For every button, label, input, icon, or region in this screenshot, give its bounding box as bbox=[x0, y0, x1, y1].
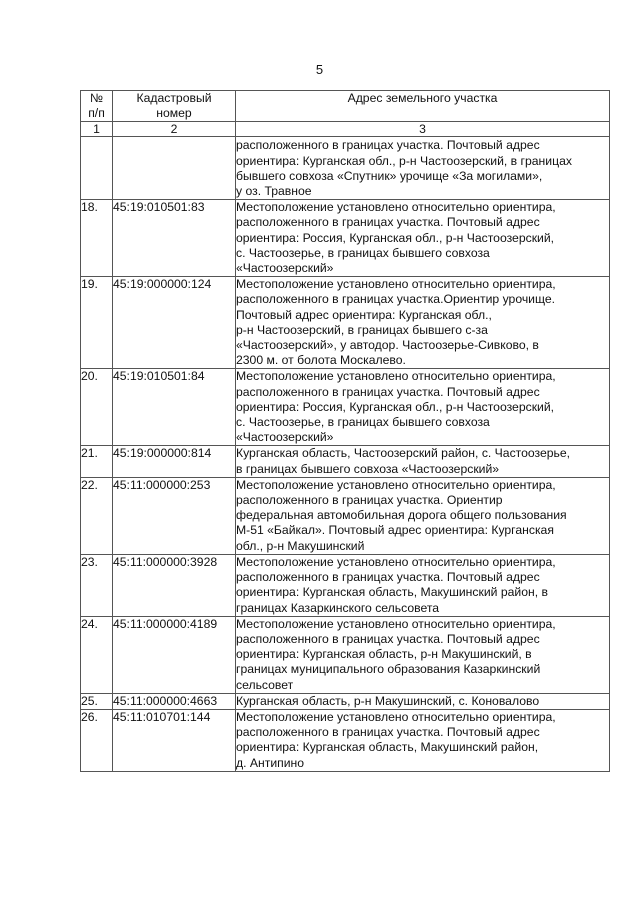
cadastral-number-cell: 45:19:000000:814 bbox=[113, 446, 236, 477]
address-line: Местоположение установлено относительно ориентира, bbox=[236, 554, 556, 569]
address-line: Курганская область, р-н Макушинский, с. Коновалово bbox=[236, 693, 540, 708]
address-cell bbox=[236, 277, 610, 369]
row-number-cell: 19. bbox=[81, 277, 113, 369]
address-cell bbox=[236, 200, 610, 277]
address-line: расположенного в границах участка. Почтовый адрес bbox=[236, 725, 540, 740]
address-line: ориентира: Курганская обл., р-н Частоозерский, в границах bbox=[236, 153, 572, 168]
address-line: расположенного в границах участка. Ориентир bbox=[236, 493, 503, 508]
address-cell bbox=[236, 137, 610, 200]
cadastral-number-cell: 45:11:000000:4663 bbox=[113, 693, 236, 709]
address-line: расположенного в границах участка.Ориентир урочище. bbox=[236, 292, 556, 307]
address-line: Курганская область, Частоозерский район, с. Частоозерье, bbox=[236, 446, 571, 461]
header-number-line: № bbox=[89, 91, 104, 105]
row-number-cell: 22. bbox=[81, 477, 113, 554]
address-cell bbox=[236, 616, 610, 693]
header-number bbox=[81, 91, 113, 122]
column-index: 1 bbox=[81, 122, 113, 137]
address-line: 2300 м. от болота Москалево. bbox=[236, 353, 406, 368]
address-line: «Частоозерский» bbox=[236, 430, 334, 445]
address-line: обл., р-н Макушинский bbox=[236, 538, 365, 553]
address-line: «Частоозерский», у автодор. Частоозерье-Сивково, в bbox=[236, 338, 539, 353]
row-number-cell: 21. bbox=[81, 446, 113, 477]
address-cell bbox=[236, 446, 610, 477]
address-line: ориентира: Курганская область, р-н Макушинский, в bbox=[236, 647, 532, 662]
header-address-line: Адрес земельного участка bbox=[347, 91, 498, 105]
cadastral-number-cell: 45:19:010501:84 bbox=[113, 369, 236, 446]
column-index: 3 bbox=[236, 122, 610, 137]
address-line: расположенного в границах участка. Почтовый адрес bbox=[236, 631, 540, 646]
address-line: сельсовет bbox=[236, 677, 294, 692]
table-row bbox=[81, 477, 610, 554]
address-line: Местоположение установлено относительно ориентира, bbox=[236, 477, 556, 492]
address-line: Почтовый адрес ориентира: Курганская обл., bbox=[236, 307, 492, 322]
address-line: Местоположение установлено относительно ориентира, bbox=[236, 369, 556, 384]
row-number-cell: 18. bbox=[81, 200, 113, 277]
header-address bbox=[236, 91, 610, 122]
column-index-row bbox=[81, 122, 610, 137]
address-cell bbox=[236, 709, 610, 771]
address-line: границах муниципального образования Казаркинский bbox=[236, 662, 541, 677]
address-line: бывшего совхоза «Спутник» урочище «За могилами», bbox=[236, 168, 543, 183]
address-line: ориентира: Курганская область, Макушинский район, bbox=[236, 740, 539, 755]
cadastral-number-cell: 45:11:000000:4189 bbox=[113, 616, 236, 693]
address-line: у оз. Травное bbox=[236, 184, 312, 199]
page-number: 5 bbox=[315, 62, 324, 77]
table-row bbox=[81, 616, 610, 693]
address-line: с. Частоозерье, в границах бывшего совхоза bbox=[236, 415, 490, 430]
table-row bbox=[81, 709, 610, 771]
address-cell bbox=[236, 477, 610, 554]
address-line: ориентира: Курганская область, Макушинский район, в bbox=[236, 585, 548, 600]
address-line: ориентира: Россия, Курганская обл., р-н Частоозерский, bbox=[236, 399, 555, 414]
address-line: Местоположение установлено относительно ориентира, bbox=[236, 277, 556, 292]
table-row bbox=[81, 446, 610, 477]
row-number-cell: 25. bbox=[81, 693, 113, 709]
cadastral-number-cell bbox=[113, 137, 236, 200]
table-header-row bbox=[81, 91, 610, 122]
table-row bbox=[81, 554, 610, 616]
address-line: р-н Частоозерский, в границах бывшего с-за bbox=[236, 322, 488, 337]
cadastral-number-cell: 45:11:010701:144 bbox=[113, 709, 236, 771]
address-line: федеральная автомобильная дорога общего пользования bbox=[236, 508, 567, 523]
address-cell bbox=[236, 693, 610, 709]
header-number-line: п/п bbox=[88, 106, 105, 121]
header-cadastral-number bbox=[113, 91, 236, 122]
address-line: расположенного в границах участка. Почтовый адрес bbox=[236, 570, 540, 585]
column-index: 2 bbox=[113, 122, 236, 137]
address-line: расположенного в границах участка. Почтовый адрес bbox=[236, 215, 540, 230]
address-line: Местоположение установлено относительно ориентира, bbox=[236, 200, 556, 215]
table-row bbox=[81, 277, 610, 369]
address-line: границах Казаркинского сельсовета bbox=[236, 600, 440, 615]
address-cell bbox=[236, 554, 610, 616]
address-line: М-51 «Байкал». Почтовый адрес ориентира: Курганская bbox=[236, 523, 554, 538]
row-number-cell: 26. bbox=[81, 709, 113, 771]
land-plots-table bbox=[80, 90, 610, 772]
address-cell bbox=[236, 369, 610, 446]
cadastral-number-cell: 45:19:010501:83 bbox=[113, 200, 236, 277]
cadastral-number-cell: 45:19:000000:124 bbox=[113, 277, 236, 369]
address-line: д. Антипино bbox=[236, 755, 305, 770]
row-number-cell: 20. bbox=[81, 369, 113, 446]
address-line: ориентира: Россия, Курганская обл., р-н Частоозерский, bbox=[236, 230, 555, 245]
address-line: в границах бывшего совхоза «Частоозерский» bbox=[236, 461, 500, 476]
row-number-cell: 24. bbox=[81, 616, 113, 693]
address-line: расположенного в границах участка. Почтовый адрес bbox=[236, 138, 540, 153]
address-line: с. Частоозерье, в границах бывшего совхоза bbox=[236, 245, 490, 260]
header-cadastral-line: Кадастровый bbox=[136, 91, 212, 105]
row-number-cell bbox=[81, 137, 113, 200]
table-row bbox=[81, 369, 610, 446]
cadastral-number-cell: 45:11:000000:3928 bbox=[113, 554, 236, 616]
address-line: «Частоозерский» bbox=[236, 261, 334, 276]
table-row bbox=[81, 693, 610, 709]
address-line: Местоположение установлено относительно ориентира, bbox=[236, 709, 556, 724]
address-line: расположенного в границах участка. Почтовый адрес bbox=[236, 384, 540, 399]
table-row bbox=[81, 200, 610, 277]
header-cadastral-line: номер bbox=[156, 106, 192, 121]
cadastral-number-cell: 45:11:000000:253 bbox=[113, 477, 236, 554]
address-line: Местоположение установлено относительно ориентира, bbox=[236, 616, 556, 631]
table-row-continuation bbox=[81, 137, 610, 200]
row-number-cell: 23. bbox=[81, 554, 113, 616]
